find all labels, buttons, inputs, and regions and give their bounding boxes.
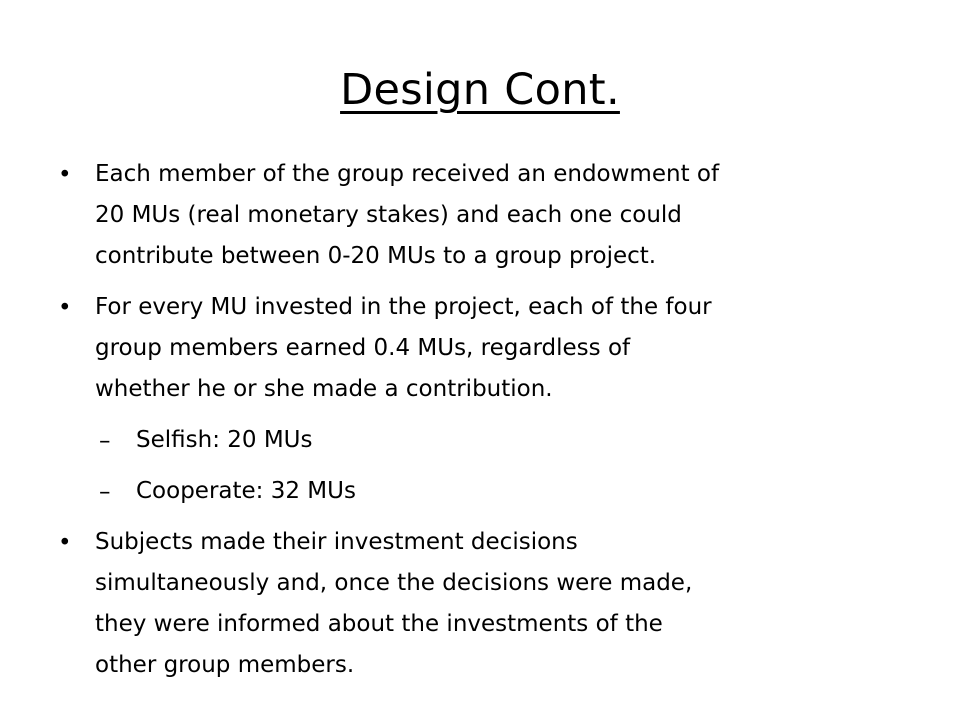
slide-title: Design Cont.: [340, 65, 620, 115]
bullet-line: Subjects made their investment decisions: [95, 529, 578, 555]
sub-bullet-item: [58, 420, 848, 461]
sub-bullet-line: Selfish: 20 MUs: [136, 427, 313, 453]
bullet-line: contribute between 0-20 MUs to a group project.: [95, 243, 657, 269]
bullet-marker: •: [58, 295, 72, 321]
bullet-line: other group members.: [95, 652, 355, 678]
bullet-line: they were informed about the investments of the: [95, 611, 663, 637]
bullet-line: whether he or she made a contribution.: [95, 376, 553, 402]
sub-bullet-item: [58, 471, 848, 512]
bullet-item: [58, 522, 848, 686]
bullet-marker: •: [58, 162, 72, 188]
sub-bullet-line: Cooperate: 32 MUs: [136, 478, 356, 504]
bullet-line: For every MU invested in the project, each of the four: [95, 294, 712, 320]
bullet-line: simultaneously and, once the decisions were made,: [95, 570, 693, 596]
bullet-item: [58, 154, 848, 277]
bullet-line: Each member of the group received an endowment of: [95, 161, 720, 187]
bullet-line: 20 MUs (real monetary stakes) and each one could: [95, 202, 682, 228]
bullet-marker: •: [58, 530, 72, 556]
bullet-line: group members earned 0.4 MUs, regardless of: [95, 335, 631, 361]
bullet-item: [58, 287, 848, 410]
dash-marker: –: [99, 428, 111, 454]
dash-marker: –: [99, 479, 111, 505]
slide-body: [58, 154, 848, 686]
